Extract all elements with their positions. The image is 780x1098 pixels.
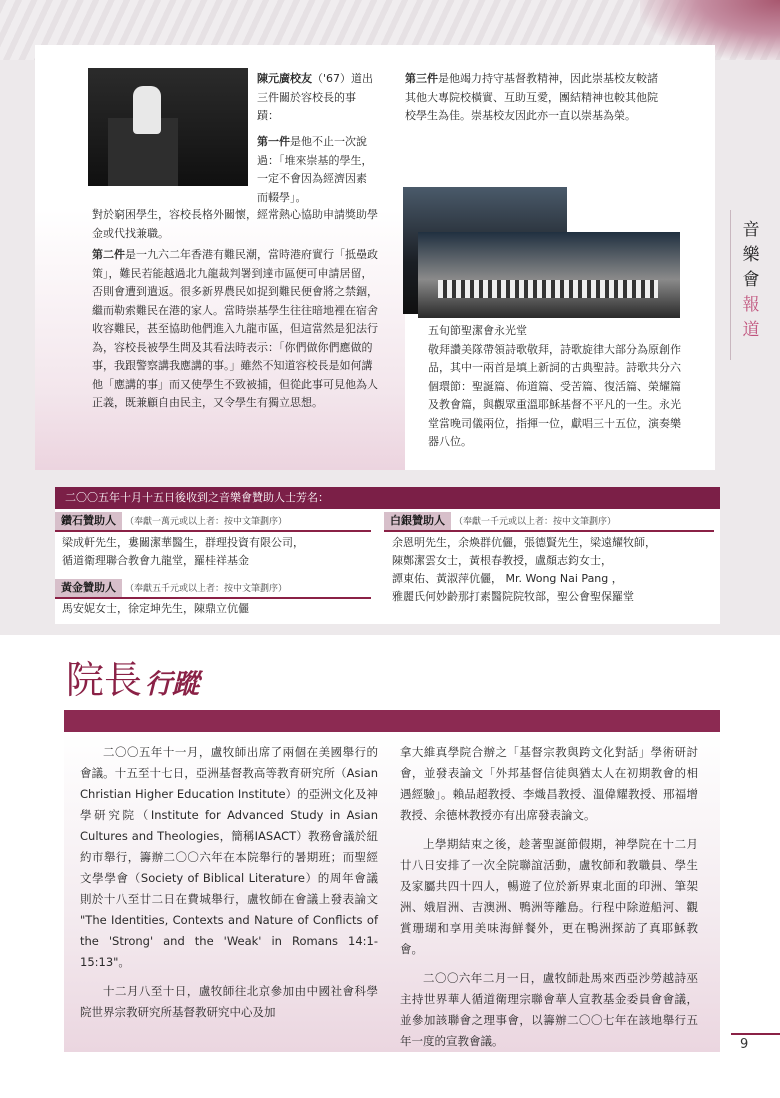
speaker-photo [88, 68, 248, 186]
section-title [66, 655, 199, 710]
gold-label-text: 黃金贊助人 [55, 579, 122, 597]
page-number-rule [731, 1033, 780, 1035]
right-para-2: 上學期結束之後，趁著聖誕節假期，神學院在十二月廿八日安排了一次全院聯誼活動，盧牧師和教職員、學生及家屬共四十四人，暢遊了位於新界東北面的印洲、筆架洲、娥眉洲、吉澳洲、鴨洲等離島。行程中除遊船河、觀賞珊瑚和享用美味海鮮餐外，更在鴨洲探訪了真耶穌教會。 [400, 837, 698, 956]
photo-caption [428, 322, 688, 452]
silver-label-text: 白銀贊助人 [384, 512, 451, 530]
side-char: 樂 [742, 245, 760, 265]
intro-lead-name: 陳元廣校友 [257, 72, 312, 85]
side-char: 道 [742, 320, 760, 340]
diamond-label [55, 512, 287, 530]
silver-note: （奉獻一千元或以上者：按中文筆劃序） [454, 517, 617, 527]
silver-line-1: 余恩明先生，余煥群伉儷，張德賢先生，梁遠耀牧師， [392, 536, 656, 549]
gold-label [55, 579, 287, 597]
silver-underline [384, 530, 714, 532]
diamond-underline [55, 530, 371, 532]
right-para-3: 二〇〇六年二月一日，盧牧師赴馬來西亞沙勞越詩巫主持世界華人循道衛理宗聯會華人宣教基金委員會會議，並參加該聯會之理事會，以籌辦二〇〇七年在該地舉行五年一度的宣教會議。 [400, 971, 698, 1048]
first-point-cont: 對於窮困學生，容校長格外關懷，經常熱心協助申請獎助學金或代找兼職。 [92, 208, 378, 240]
silver-line-3: 譚東佑、黃淑萍伉儷， Mr. Wong Nai Pang ， [392, 572, 623, 585]
section-title-main: 院長 [66, 658, 143, 702]
gold-note: （奉獻五千元或以上者：按中文筆劃序） [125, 584, 288, 594]
silver-line-2: 陳鄭潔雲女士，黃根春教授，盧顏志鈞女士， [392, 554, 612, 567]
third-point [405, 70, 660, 126]
silver-line-4: 雅麗氏何妙齡那打素醫院院牧部，聖公會聖保羅堂 [392, 590, 634, 603]
intro-lead [257, 70, 377, 126]
section-title-bar [64, 710, 720, 732]
side-char: 會 [742, 270, 760, 290]
third-point-label: 第三件 [405, 72, 438, 85]
gold-line-1: 馬安妮女士，徐定坤先生，陳鼎立伉儷 [62, 602, 249, 615]
section-title-sub: 行蹤 [145, 669, 200, 700]
first-point-label: 第一件 [257, 135, 290, 148]
choir-photo [418, 232, 680, 318]
first-point [257, 133, 377, 207]
first-point-text: 是他不止一次說過：「堆來崇基的學生，一定不會因為經濟因素而輟學」。 [257, 135, 373, 204]
second-point-label: 第二件 [92, 248, 125, 261]
speaker-figure [133, 86, 161, 134]
caption-title: 五旬節聖潔會永光堂 [428, 324, 527, 337]
diamond-note: （奉獻一萬元或以上者：按中文筆劃序） [125, 517, 288, 527]
page-number: 9 [740, 1037, 749, 1052]
section-right-column [400, 742, 698, 1060]
gold-underline [55, 597, 371, 599]
left-para-2: 十二月八至十日，盧牧師往北京參加由中國社會科學院世界宗教研究所基督教研究中心及加 [80, 984, 378, 1019]
choir-rows [438, 280, 658, 298]
silver-label [384, 512, 616, 530]
caption-body: 敬拜讚美隊帶領詩歌敬拜，詩歌旋律大部分為原創作品，其中一兩首是填上新詞的古典聖詩。詩歌共分六個環節：聖誕篇、佈道篇、受苦篇、復活篇、榮耀篇及教會篇，與觀眾重溫耶穌基督不平凡的一生。永光堂當晚司儀兩位，指揮一位，獻唱三十五位，演奏樂器八位。 [428, 342, 681, 448]
diamond-label-text: 鑽石贊助人 [55, 512, 122, 530]
diamond-line-1: 梁成軒先生，婁關潔華醫生，群理投資有限公司， [62, 536, 304, 549]
third-point-text: 是他竭力持守基督教精神，因此崇基校友較諸其他大專院校橫實、互助互愛，團結精神也較其他院校學生為佳。崇基校友因此亦一直以崇基為榮。 [405, 72, 658, 122]
intro-lead-rest: （'67）道出三件關於容校長的事蹟： [257, 72, 374, 122]
right-para-1: 拿大維真學院合辦之「基督宗教與跨文化對話」學術研討會，並發表論文「外邦基督信徒與猶太人在初期教會的相遇經驗」。賴品超教授、李熾昌教授、溫偉耀教授、邢福增教授、余德林教授亦有出席發表論文。 [400, 745, 698, 822]
side-char: 報 [742, 295, 760, 315]
side-char: 音 [742, 220, 760, 240]
left-para-1: 二〇〇五年十一月，盧牧師出席了兩個在美國舉行的會議。十五至十七日，亞洲基督教高等教育研究所（Asian Christian Higher Education Institute）的亞洲文化及神學研究院（Institute for Advanced Study in Asian Cultures and Theologies，簡稱IASACT）教務會議於紐約市舉行，籌辦二〇〇六年在本院舉行的暑期班；而聖經文學學會（Society of Biblical Literature）的周年會議則於十八至廿二日在費城舉行，盧牧師在會議上發表論文 "The Identities, Contexts and Nature of Conflicts of the 'Strong' and the 'Weak' in Romans 14:1-15:13"。 [80, 745, 378, 969]
side-divider [730, 210, 731, 360]
second-point [92, 246, 382, 413]
side-label [741, 218, 761, 343]
second-point-text: 是一九六二年香港有難民潮，當時港府實行「抵壘政策」，難民若能越過北九龍裁判署到達市區便可申請居留，否則會遭到遣返。很多新界農民如捉到難民便會將之禁錮，繼而勒索難民在港的家人。當時崇基學生往往暗地裡在宿舍收容難民，甚至協助他們進入九龍市區，但這當然是犯法行為，容校長被學生問及其看法時表示：「你們做你們應做的事，我跟警察講我應講的事。」雖然不知道容校長是如何講他「應講的事」而又使學生不致被捕，但從此事可見他為人正義，既兼顧自由民主，又令學生有獨立思想。 [92, 248, 378, 409]
section-left-column [80, 742, 378, 1031]
donors-heading: 二〇〇五年十月十五日後收到之音樂會贊助人士芳名： [55, 487, 720, 509]
diamond-line-2: 循道衛理聯合教會九龍堂，羅桂祥基金 [62, 554, 249, 567]
